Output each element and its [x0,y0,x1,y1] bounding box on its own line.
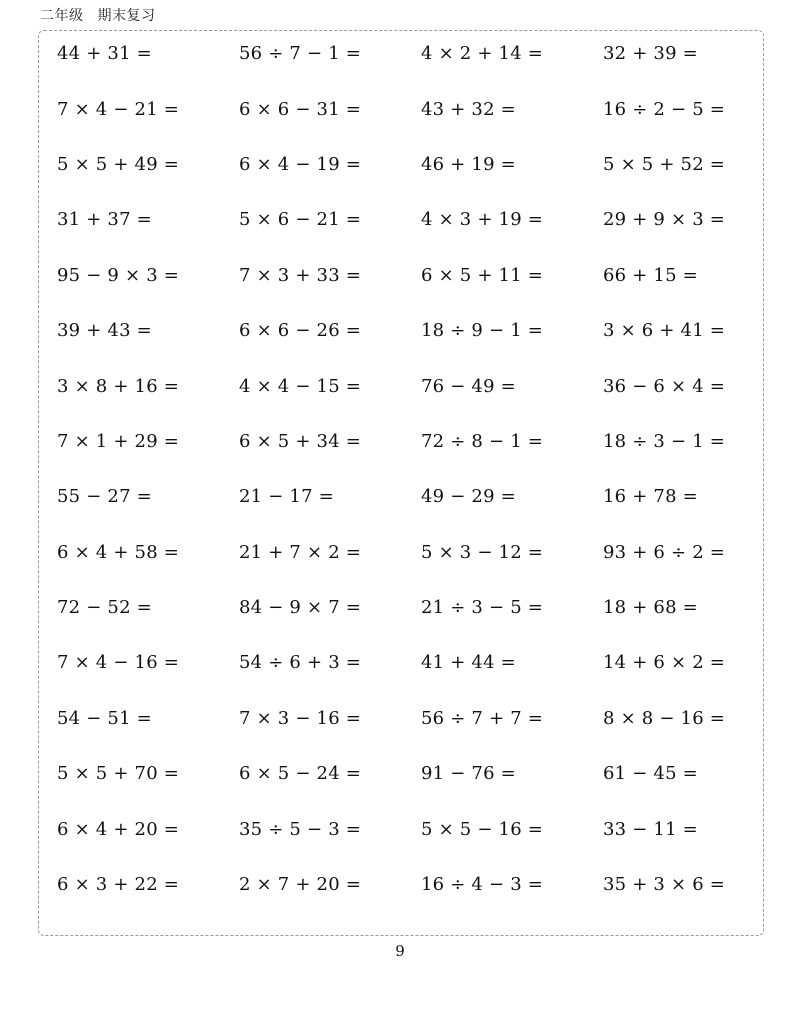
math-problem: 3 × 6 + 41 = [603,320,726,342]
math-problem: 49 − 29 = [421,486,516,508]
math-problem: 32 + 39 = [603,43,698,65]
page-header [40,5,156,25]
math-problem: 21 ÷ 3 − 5 = [421,597,544,619]
math-problem: 84 − 9 × 7 = [239,597,362,619]
page-number: 9 [395,942,405,960]
worksheet-title: 期末复习 [97,8,156,24]
math-problem: 54 ÷ 6 + 3 = [239,652,362,674]
math-problem: 5 × 3 − 12 = [421,541,544,563]
math-problem: 7 × 1 + 29 = [57,430,180,452]
math-problem: 36 − 6 × 4 = [603,375,726,397]
math-problem: 8 × 8 − 16 = [603,707,726,729]
math-problem: 33 − 11 = [603,818,698,840]
math-problem: 5 × 6 − 21 = [239,209,362,231]
math-problem: 44 + 31 = [57,43,152,65]
math-problem: 4 × 3 + 19 = [421,209,544,231]
math-problem: 21 + 7 × 2 = [239,541,362,563]
math-problem: 6 × 5 + 34 = [239,430,362,452]
math-problem: 5 × 5 + 70 = [57,763,180,785]
math-problem: 54 − 51 = [57,707,152,729]
math-problem: 93 + 6 ÷ 2 = [603,541,726,563]
math-problem: 6 × 3 + 22 = [57,874,180,896]
math-problem: 18 ÷ 3 − 1 = [603,430,726,452]
math-problem: 66 + 15 = [603,264,698,286]
math-problem: 14 + 6 × 2 = [603,652,726,674]
math-problem: 7 × 4 − 16 = [57,652,180,674]
math-problem: 95 − 9 × 3 = [57,264,180,286]
math-problem: 35 ÷ 5 − 3 = [239,818,362,840]
math-problem: 6 × 5 − 24 = [239,763,362,785]
grade-label: 二年级 [40,8,84,24]
math-problem: 7 × 4 − 21 = [57,98,180,120]
math-problem: 7 × 3 − 16 = [239,707,362,729]
math-problem: 35 + 3 × 6 = [603,874,726,896]
math-problem: 55 − 27 = [57,486,152,508]
math-problem: 6 × 6 − 26 = [239,320,362,342]
math-problem: 5 × 5 + 49 = [57,153,180,175]
math-problem: 43 + 32 = [421,98,516,120]
math-problem: 46 + 19 = [421,153,516,175]
math-problem: 6 × 5 + 11 = [421,264,544,286]
math-problem: 6 × 4 + 20 = [57,818,180,840]
problem-grid [57,26,777,912]
math-problem: 31 + 37 = [57,209,152,231]
math-problem: 18 ÷ 9 − 1 = [421,320,544,342]
math-problem: 56 ÷ 7 + 7 = [421,707,544,729]
math-problem: 91 − 76 = [421,763,516,785]
math-problem: 16 ÷ 4 − 3 = [421,874,544,896]
math-problem: 4 × 2 + 14 = [421,43,544,65]
math-problem: 72 ÷ 8 − 1 = [421,430,544,452]
math-problem: 76 − 49 = [421,375,516,397]
math-problem: 3 × 8 + 16 = [57,375,180,397]
math-problem: 21 − 17 = [239,486,334,508]
math-problem: 72 − 52 = [57,597,152,619]
math-problem: 5 × 5 + 52 = [603,153,726,175]
math-problem: 39 + 43 = [57,320,152,342]
math-problem: 6 × 4 + 58 = [57,541,180,563]
math-problem: 41 + 44 = [421,652,516,674]
math-problem: 61 − 45 = [603,763,698,785]
math-problem: 16 ÷ 2 − 5 = [603,98,726,120]
math-problem: 16 + 78 = [603,486,698,508]
math-problem: 56 ÷ 7 − 1 = [239,43,362,65]
math-problem: 29 + 9 × 3 = [603,209,726,231]
math-problem: 4 × 4 − 15 = [239,375,362,397]
math-problem: 6 × 6 − 31 = [239,98,362,120]
math-problem: 18 + 68 = [603,597,698,619]
math-problem: 6 × 4 − 19 = [239,153,362,175]
math-problem: 7 × 3 + 33 = [239,264,362,286]
math-problem: 2 × 7 + 20 = [239,874,362,896]
math-problem: 5 × 5 − 16 = [421,818,544,840]
